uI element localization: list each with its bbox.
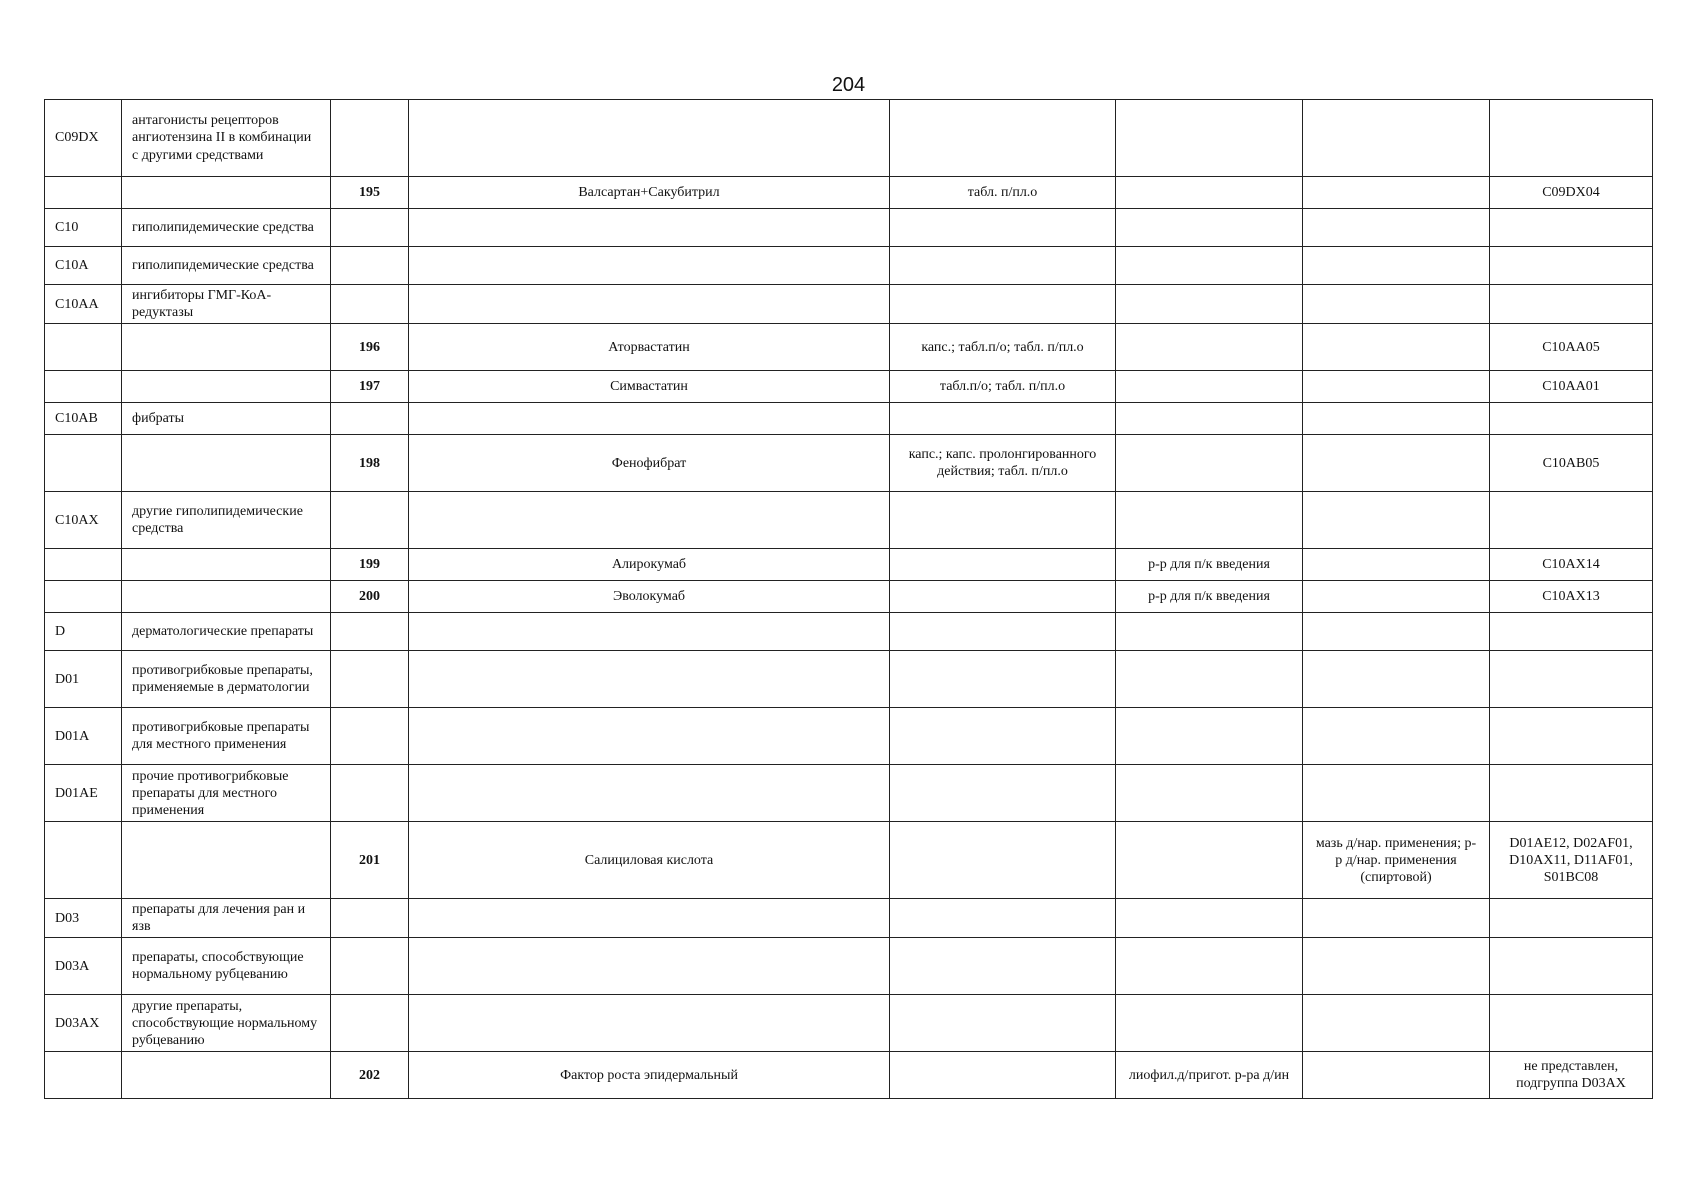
dosage-form-cell: [1116, 403, 1303, 435]
dosage-form-cell: [1303, 247, 1490, 285]
atc-code-cell: C10: [45, 209, 122, 247]
drug-name-cell: Симвастатин: [409, 371, 890, 403]
dosage-form-cell: [1116, 247, 1303, 285]
drug-atc-cell: [1490, 613, 1653, 651]
drug-row: [45, 435, 1653, 492]
dosage-form-cell: р-р для п/к введения: [1116, 549, 1303, 581]
dosage-form-cell: [890, 822, 1116, 899]
group-row: [45, 492, 1653, 549]
atc-group-cell: [122, 1052, 331, 1099]
atc-group-cell: ингибиторы ГМГ-КоА-редуктазы: [122, 285, 331, 324]
atc-group-cell: [122, 581, 331, 613]
drug-atc-cell: [1490, 651, 1653, 708]
drug-atc-cell: C09DX04: [1490, 177, 1653, 209]
dosage-form-cell: [1116, 765, 1303, 822]
group-row: [45, 247, 1653, 285]
drug-row: [45, 822, 1653, 899]
atc-group-cell: гиполипидемические средства: [122, 247, 331, 285]
drug-atc-cell: C10AA01: [1490, 371, 1653, 403]
drug-row: [45, 549, 1653, 581]
atc-code-cell: C09DX: [45, 100, 122, 177]
row-number-cell: [331, 995, 409, 1052]
dosage-form-cell: [1116, 938, 1303, 995]
drug-atc-cell: D01AE12, D02AF01, D10AX11, D11AF01, S01BC08: [1490, 822, 1653, 899]
row-number-cell: [331, 613, 409, 651]
drug-atc-cell: [1490, 247, 1653, 285]
group-row: [45, 209, 1653, 247]
row-number-cell: [331, 651, 409, 708]
atc-group-cell: препараты, способствующие нормальному рубцеванию: [122, 938, 331, 995]
drug-name-cell: [409, 708, 890, 765]
atc-group-cell: другие препараты, способствующие нормальному рубцеванию: [122, 995, 331, 1052]
dosage-form-cell: [890, 581, 1116, 613]
row-number-cell: [331, 247, 409, 285]
atc-group-cell: [122, 822, 331, 899]
dosage-form-cell: [1116, 995, 1303, 1052]
atc-code-cell: [45, 581, 122, 613]
dosage-form-cell: лиофил.д/пригот. р-ра д/ин: [1116, 1052, 1303, 1099]
row-number-cell: [331, 708, 409, 765]
drug-name-cell: [409, 247, 890, 285]
atc-code-cell: [45, 324, 122, 371]
atc-code-cell: [45, 371, 122, 403]
dosage-form-cell: [890, 708, 1116, 765]
drug-name-cell: Салициловая кислота: [409, 822, 890, 899]
atc-code-cell: D03: [45, 899, 122, 938]
dosage-form-cell: [1116, 177, 1303, 209]
group-row: [45, 995, 1653, 1052]
drug-name-cell: Фактор роста эпидермальный: [409, 1052, 890, 1099]
atc-code-cell: C10AB: [45, 403, 122, 435]
drug-name-cell: [409, 285, 890, 324]
dosage-form-cell: табл. п/пл.о: [890, 177, 1116, 209]
atc-group-cell: противогрибковые препараты для местного применения: [122, 708, 331, 765]
page-number: 204: [831, 74, 866, 96]
row-number-cell: [331, 765, 409, 822]
group-row: [45, 938, 1653, 995]
group-row: [45, 403, 1653, 435]
row-number-cell: [331, 209, 409, 247]
row-number-cell: [331, 403, 409, 435]
dosage-form-cell: [1116, 899, 1303, 938]
dosage-form-cell: [890, 613, 1116, 651]
group-row: [45, 613, 1653, 651]
dosage-form-cell: [890, 995, 1116, 1052]
dosage-form-cell: табл.п/о; табл. п/пл.о: [890, 371, 1116, 403]
dosage-form-cell: [890, 209, 1116, 247]
atc-group-cell: [122, 549, 331, 581]
dosage-form-cell: [890, 899, 1116, 938]
drug-atc-cell: [1490, 403, 1653, 435]
drug-name-cell: [409, 209, 890, 247]
dosage-form-cell: мазь д/нар. применения; р-р д/нар. применения (спиртовой): [1303, 822, 1490, 899]
row-number-cell: 200: [331, 581, 409, 613]
dosage-form-cell: [1303, 435, 1490, 492]
drug-row: [45, 371, 1653, 403]
drug-name-cell: [409, 899, 890, 938]
dosage-form-cell: р-р для п/к введения: [1116, 581, 1303, 613]
dosage-form-cell: [1303, 371, 1490, 403]
group-row: [45, 899, 1653, 938]
group-row: [45, 765, 1653, 822]
row-number-cell: 201: [331, 822, 409, 899]
atc-group-cell: дерматологические препараты: [122, 613, 331, 651]
drug-name-cell: Аторвастатин: [409, 324, 890, 371]
drug-name-cell: Валсартан+Сакубитрил: [409, 177, 890, 209]
drug-atc-cell: C10AB05: [1490, 435, 1653, 492]
row-number-cell: 196: [331, 324, 409, 371]
dosage-form-cell: [890, 247, 1116, 285]
atc-group-cell: фибраты: [122, 403, 331, 435]
atc-code-cell: C10A: [45, 247, 122, 285]
row-number-cell: 195: [331, 177, 409, 209]
dosage-form-cell: [1303, 765, 1490, 822]
atc-group-cell: противогрибковые препараты, применяемые в дерматологии: [122, 651, 331, 708]
drug-name-cell: [409, 403, 890, 435]
drug-atc-cell: [1490, 995, 1653, 1052]
dosage-form-cell: [1116, 324, 1303, 371]
row-number-cell: [331, 899, 409, 938]
drug-name-cell: [409, 995, 890, 1052]
dosage-form-cell: [1303, 549, 1490, 581]
atc-group-cell: [122, 435, 331, 492]
dosage-form-cell: [890, 765, 1116, 822]
atc-code-cell: D01AE: [45, 765, 122, 822]
dosage-form-cell: [1116, 209, 1303, 247]
drug-row: [45, 581, 1653, 613]
dosage-form-cell: [1303, 613, 1490, 651]
dosage-form-cell: [890, 403, 1116, 435]
atc-group-cell: прочие противогрибковые препараты для местного применения: [122, 765, 331, 822]
dosage-form-cell: [1116, 100, 1303, 177]
dosage-form-cell: капс.; капс. пролонгированного действия; табл. п/пл.о: [890, 435, 1116, 492]
dosage-form-cell: [1116, 435, 1303, 492]
row-number-cell: [331, 285, 409, 324]
drug-name-cell: [409, 100, 890, 177]
dosage-form-cell: [890, 549, 1116, 581]
row-number-cell: 198: [331, 435, 409, 492]
dosage-form-cell: [1116, 371, 1303, 403]
dosage-form-cell: [1116, 822, 1303, 899]
row-number-cell: [331, 938, 409, 995]
dosage-form-cell: капс.; табл.п/о; табл. п/пл.о: [890, 324, 1116, 371]
drug-atc-cell: C10AA05: [1490, 324, 1653, 371]
drug-name-cell: [409, 938, 890, 995]
drug-name-cell: [409, 492, 890, 549]
dosage-form-cell: [890, 1052, 1116, 1099]
atc-code-cell: [45, 549, 122, 581]
atc-code-cell: C10AA: [45, 285, 122, 324]
atc-group-cell: [122, 177, 331, 209]
drug-atc-cell: [1490, 765, 1653, 822]
dosage-form-cell: [1303, 285, 1490, 324]
dosage-form-cell: [1303, 403, 1490, 435]
dosage-form-cell: [890, 651, 1116, 708]
atc-code-cell: C10AX: [45, 492, 122, 549]
dosage-form-cell: [1303, 708, 1490, 765]
row-number-cell: 197: [331, 371, 409, 403]
drug-row: [45, 1052, 1653, 1099]
dosage-form-cell: [1303, 209, 1490, 247]
dosage-form-cell: [1303, 581, 1490, 613]
row-number-cell: [331, 492, 409, 549]
atc-code-cell: D01A: [45, 708, 122, 765]
row-number-cell: [331, 100, 409, 177]
atc-code-cell: [45, 177, 122, 209]
drug-atc-cell: [1490, 899, 1653, 938]
group-row: [45, 708, 1653, 765]
dosage-form-cell: [1303, 177, 1490, 209]
dosage-form-cell: [890, 938, 1116, 995]
drug-row: [45, 324, 1653, 371]
drug-name-cell: Фенофибрат: [409, 435, 890, 492]
dosage-form-cell: [1303, 899, 1490, 938]
drug-atc-cell: не представлен, подгруппа D03AX: [1490, 1052, 1653, 1099]
dosage-form-cell: [1303, 324, 1490, 371]
atc-code-cell: [45, 1052, 122, 1099]
atc-code-cell: [45, 435, 122, 492]
atc-group-cell: препараты для лечения ран и язв: [122, 899, 331, 938]
dosage-form-cell: [1116, 613, 1303, 651]
drug-name-cell: Алирокумаб: [409, 549, 890, 581]
atc-group-cell: другие гиполипидемические средства: [122, 492, 331, 549]
dosage-form-cell: [1116, 285, 1303, 324]
atc-code-cell: D03A: [45, 938, 122, 995]
dosage-form-cell: [1303, 995, 1490, 1052]
drug-row: [45, 177, 1653, 209]
atc-group-cell: гиполипидемические средства: [122, 209, 331, 247]
dosage-form-cell: [1303, 651, 1490, 708]
drug-name-cell: [409, 613, 890, 651]
drug-atc-cell: [1490, 708, 1653, 765]
atc-code-cell: D: [45, 613, 122, 651]
atc-code-cell: D03AX: [45, 995, 122, 1052]
drug-atc-cell: [1490, 209, 1653, 247]
dosage-form-cell: [1303, 100, 1490, 177]
atc-table: [44, 99, 1653, 1099]
drug-atc-cell: [1490, 938, 1653, 995]
atc-group-cell: антагонисты рецепторов ангиотензина II в комбинации с другими средствами: [122, 100, 331, 177]
dosage-form-cell: [1303, 938, 1490, 995]
drug-atc-cell: C10AX14: [1490, 549, 1653, 581]
row-number-cell: 202: [331, 1052, 409, 1099]
dosage-form-cell: [1303, 1052, 1490, 1099]
drug-name-cell: [409, 651, 890, 708]
drug-atc-cell: [1490, 492, 1653, 549]
dosage-form-cell: [890, 100, 1116, 177]
dosage-form-cell: [1116, 651, 1303, 708]
drug-atc-cell: [1490, 100, 1653, 177]
dosage-form-cell: [1116, 492, 1303, 549]
dosage-form-cell: [1303, 492, 1490, 549]
dosage-form-cell: [890, 285, 1116, 324]
row-number-cell: 199: [331, 549, 409, 581]
dosage-form-cell: [1116, 708, 1303, 765]
atc-group-cell: [122, 324, 331, 371]
drug-atc-cell: C10AX13: [1490, 581, 1653, 613]
atc-code-cell: D01: [45, 651, 122, 708]
drug-name-cell: [409, 765, 890, 822]
atc-group-cell: [122, 371, 331, 403]
group-row: [45, 100, 1653, 177]
drug-name-cell: Эволокумаб: [409, 581, 890, 613]
drug-atc-cell: [1490, 285, 1653, 324]
group-row: [45, 285, 1653, 324]
group-row: [45, 651, 1653, 708]
atc-code-cell: [45, 822, 122, 899]
dosage-form-cell: [890, 492, 1116, 549]
